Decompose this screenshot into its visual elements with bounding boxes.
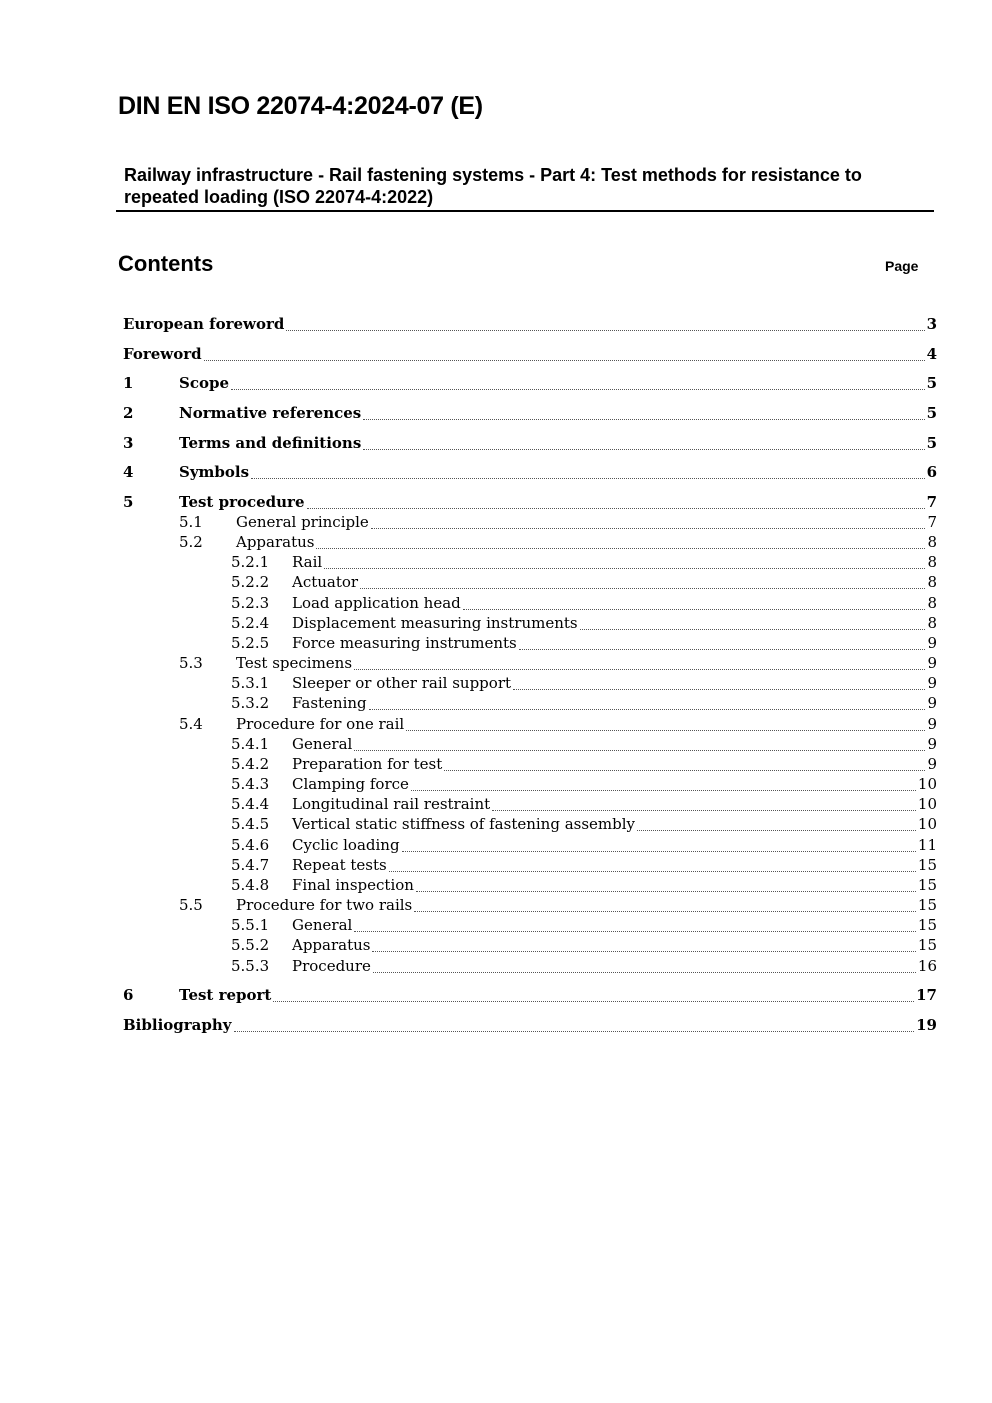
toc-entry-page: 10 [917,815,937,833]
toc-entry-number: 5.4.6 [231,836,270,854]
toc-entry-number: 5.2 [179,533,203,551]
toc-leader [324,568,925,569]
toc-entry[interactable] [231,916,937,936]
toc-entry-number: 5.4.8 [231,876,270,894]
toc-entry-page: 8 [927,594,937,612]
toc-entry[interactable] [123,315,937,335]
toc-entry[interactable] [179,513,937,533]
toc-entry-page: 15 [917,916,937,934]
toc-entry-title: Procedure for two rails [236,896,413,914]
toc-entry[interactable] [123,463,937,483]
toc-entry-number: 5.5.3 [231,957,270,975]
toc-entry-number: 6 [123,986,134,1004]
toc-leader [369,709,926,710]
toc-leader [371,528,926,529]
toc-leader [414,911,916,912]
toc-entry-title: Preparation for test [292,755,443,773]
toc-leader [389,871,916,872]
toc-entry-page: 8 [927,553,937,571]
toc-entry[interactable] [179,715,937,735]
toc-entry-page: 9 [927,634,937,652]
toc-entry-number: 5.2.4 [231,614,270,632]
toc-entry-title: Normative references [179,404,362,422]
toc-entry-title: Vertical static stiffness of fastening assembly [292,815,636,833]
toc-leader [231,389,925,390]
toc-leader [373,972,916,973]
toc-entry-number: 5.2.3 [231,594,270,612]
toc-entry-title: Scope [179,374,230,392]
toc-entry-page: 7 [927,513,937,531]
toc-entry[interactable] [231,634,937,654]
toc-leader [273,1001,914,1002]
toc-entry[interactable] [231,674,937,694]
toc-entry-title: Clamping force [292,775,409,793]
toc-entry[interactable] [231,836,937,856]
toc-entry-page: 4 [926,345,937,363]
toc-entry-number: 4 [123,463,134,481]
toc-entry-title: Fastening [292,694,367,712]
toc-entry[interactable] [231,957,937,977]
toc-entry-page: 9 [927,735,937,753]
toc-entry[interactable] [123,986,937,1006]
toc-entry[interactable] [231,594,937,614]
toc-entry-title: Displacement measuring instruments [292,614,578,632]
toc-entry-title: Apparatus [292,936,371,954]
toc-entry-page: 15 [917,876,937,894]
toc-entry-number: 5.4 [179,715,203,733]
toc-entry-page: 15 [917,896,937,914]
toc-entry[interactable] [123,404,937,424]
toc-leader [363,419,924,420]
toc-entry-page: 10 [917,795,937,813]
toc-entry-number: 1 [123,374,134,392]
toc-entry[interactable] [231,694,937,714]
toc-entry-page: 9 [927,674,937,692]
toc-entry-page: 11 [917,836,937,854]
toc-entry-page: 9 [927,755,937,773]
toc-leader [411,790,916,791]
toc-entry[interactable] [179,896,937,916]
toc-entry-title: Rail [292,553,323,571]
toc-entry-page: 9 [927,654,937,672]
toc-entry-number: 5.3.2 [231,694,270,712]
toc-entry-number: 5.4.4 [231,795,270,813]
toc-entry-title: Sleeper or other rail support [292,674,512,692]
toc-entry-page: 8 [927,573,937,591]
toc-entry-number: 5.3.1 [231,674,270,692]
toc-entry[interactable] [123,345,937,365]
toc-entry-title: Repeat tests [292,856,387,874]
toc-entry-number: 5.4.7 [231,856,270,874]
toc-entry-title: Apparatus [236,533,315,551]
toc-entry-number: 5.4.3 [231,775,270,793]
toc-entry-page: 8 [927,614,937,632]
document-subtitle: Railway infrastructure - Rail fastening systems - Part 4: Test methods for resistance to repeated loading (ISO 22074-4:2022) [124,165,862,207]
contents-heading: Contents [118,251,214,276]
toc-entry-title: Test procedure [179,493,305,511]
toc-entry-title: General [292,735,353,753]
toc-entry-number: 5.5.1 [231,916,270,934]
toc-entry[interactable] [231,735,937,755]
toc-entry-page: 6 [926,463,937,481]
toc-leader [316,548,925,549]
toc-entry-number: 5.3 [179,654,203,672]
toc-entry-number: 5.4.5 [231,815,270,833]
toc-entry-title: Cyclic loading [292,836,400,854]
toc-entry-page: 15 [917,856,937,874]
toc-entry-title: General [292,916,353,934]
toc-leader [354,669,925,670]
toc-entry-page: 9 [927,694,937,712]
toc-entry-title: Force measuring instruments [292,634,517,652]
toc-leader [406,730,925,731]
toc-leader [416,891,916,892]
toc-entry-number: 5.5.2 [231,936,270,954]
document-title: DIN EN ISO 22074-4:2024-07 (E) [118,92,483,120]
toc-entry-number: 5.5 [179,896,203,914]
toc-leader [360,588,925,589]
toc-entry-number: 5.2.5 [231,634,270,652]
toc-entry[interactable] [231,755,937,775]
toc-leader [234,1031,915,1032]
toc-entry-number: 5.4.1 [231,735,270,753]
toc-leader [492,810,916,811]
toc-entry-title: Foreword [123,345,202,363]
toc-leader [513,689,925,690]
toc-entry[interactable] [179,654,937,674]
toc-entry-number: 5.4.2 [231,755,270,773]
toc-entry-title: Terms and definitions [179,434,362,452]
toc-entry[interactable] [231,614,937,634]
toc-entry-page: 5 [926,374,937,392]
toc-entry-number: 3 [123,434,134,452]
toc-entry-title: European foreword [123,315,285,333]
toc-leader [354,931,916,932]
toc-leader [402,851,916,852]
toc-entry-page: 3 [926,315,937,333]
toc-entry-page: 10 [917,775,937,793]
toc-entry-title: Longitudinal rail restraint [292,795,491,813]
toc-entry[interactable] [231,815,937,835]
toc-entry-page: 15 [917,936,937,954]
toc-entry-title: Test report [179,986,272,1004]
toc-entry[interactable] [123,374,937,394]
toc-leader [580,629,926,630]
toc-entry-page: 5 [926,434,937,452]
toc-entry-page: 19 [916,1016,937,1034]
toc-leader [251,478,925,479]
toc-entry-number: 5 [123,493,134,511]
toc-entry[interactable] [231,856,937,876]
toc-leader [363,449,924,450]
toc-entry-title: Final inspection [292,876,414,894]
toc-entry[interactable] [123,1016,937,1036]
toc-entry-number: 2 [123,404,134,422]
toc-entry-page: 7 [926,493,937,511]
toc-entry[interactable] [231,553,937,573]
toc-entry[interactable] [231,795,937,815]
toc-entry-title: Load application head [292,594,461,612]
toc-entry-number: 5.2.2 [231,573,270,591]
toc-leader [444,770,925,771]
toc-entry-page: 16 [917,957,937,975]
toc-leader [519,649,926,650]
toc-entry-title: Test specimens [236,654,353,672]
toc-leader [286,330,924,331]
toc-entry-number: 5.2.1 [231,553,270,571]
toc-entry[interactable] [231,876,937,896]
toc-entry-number: 5.1 [179,513,203,531]
toc-leader [204,360,925,361]
toc-entry[interactable] [231,936,937,956]
toc-entry-title: Procedure [292,957,371,975]
toc-entry[interactable] [231,775,937,795]
toc-entry-page: 8 [927,533,937,551]
toc-entry-title: Actuator [292,573,359,591]
toc-entry[interactable] [123,493,937,513]
toc-entry-title: Procedure for one rail [236,715,405,733]
toc-entry-title: Symbols [179,463,250,481]
toc-leader [637,830,916,831]
toc-entry-page: 5 [926,404,937,422]
toc-entry-title: Bibliography [123,1016,232,1034]
toc-entry[interactable] [179,533,937,553]
toc-leader [307,508,925,509]
toc-entry[interactable] [231,573,937,593]
toc-entry[interactable] [123,434,937,454]
page-column-label: Page [885,258,919,274]
toc-entry-page: 9 [927,715,937,733]
toc-leader [463,609,926,610]
toc-leader [372,951,915,952]
toc-leader [354,750,925,751]
toc-entry-title: General principle [236,513,369,531]
toc-entry-page: 17 [916,986,937,1004]
